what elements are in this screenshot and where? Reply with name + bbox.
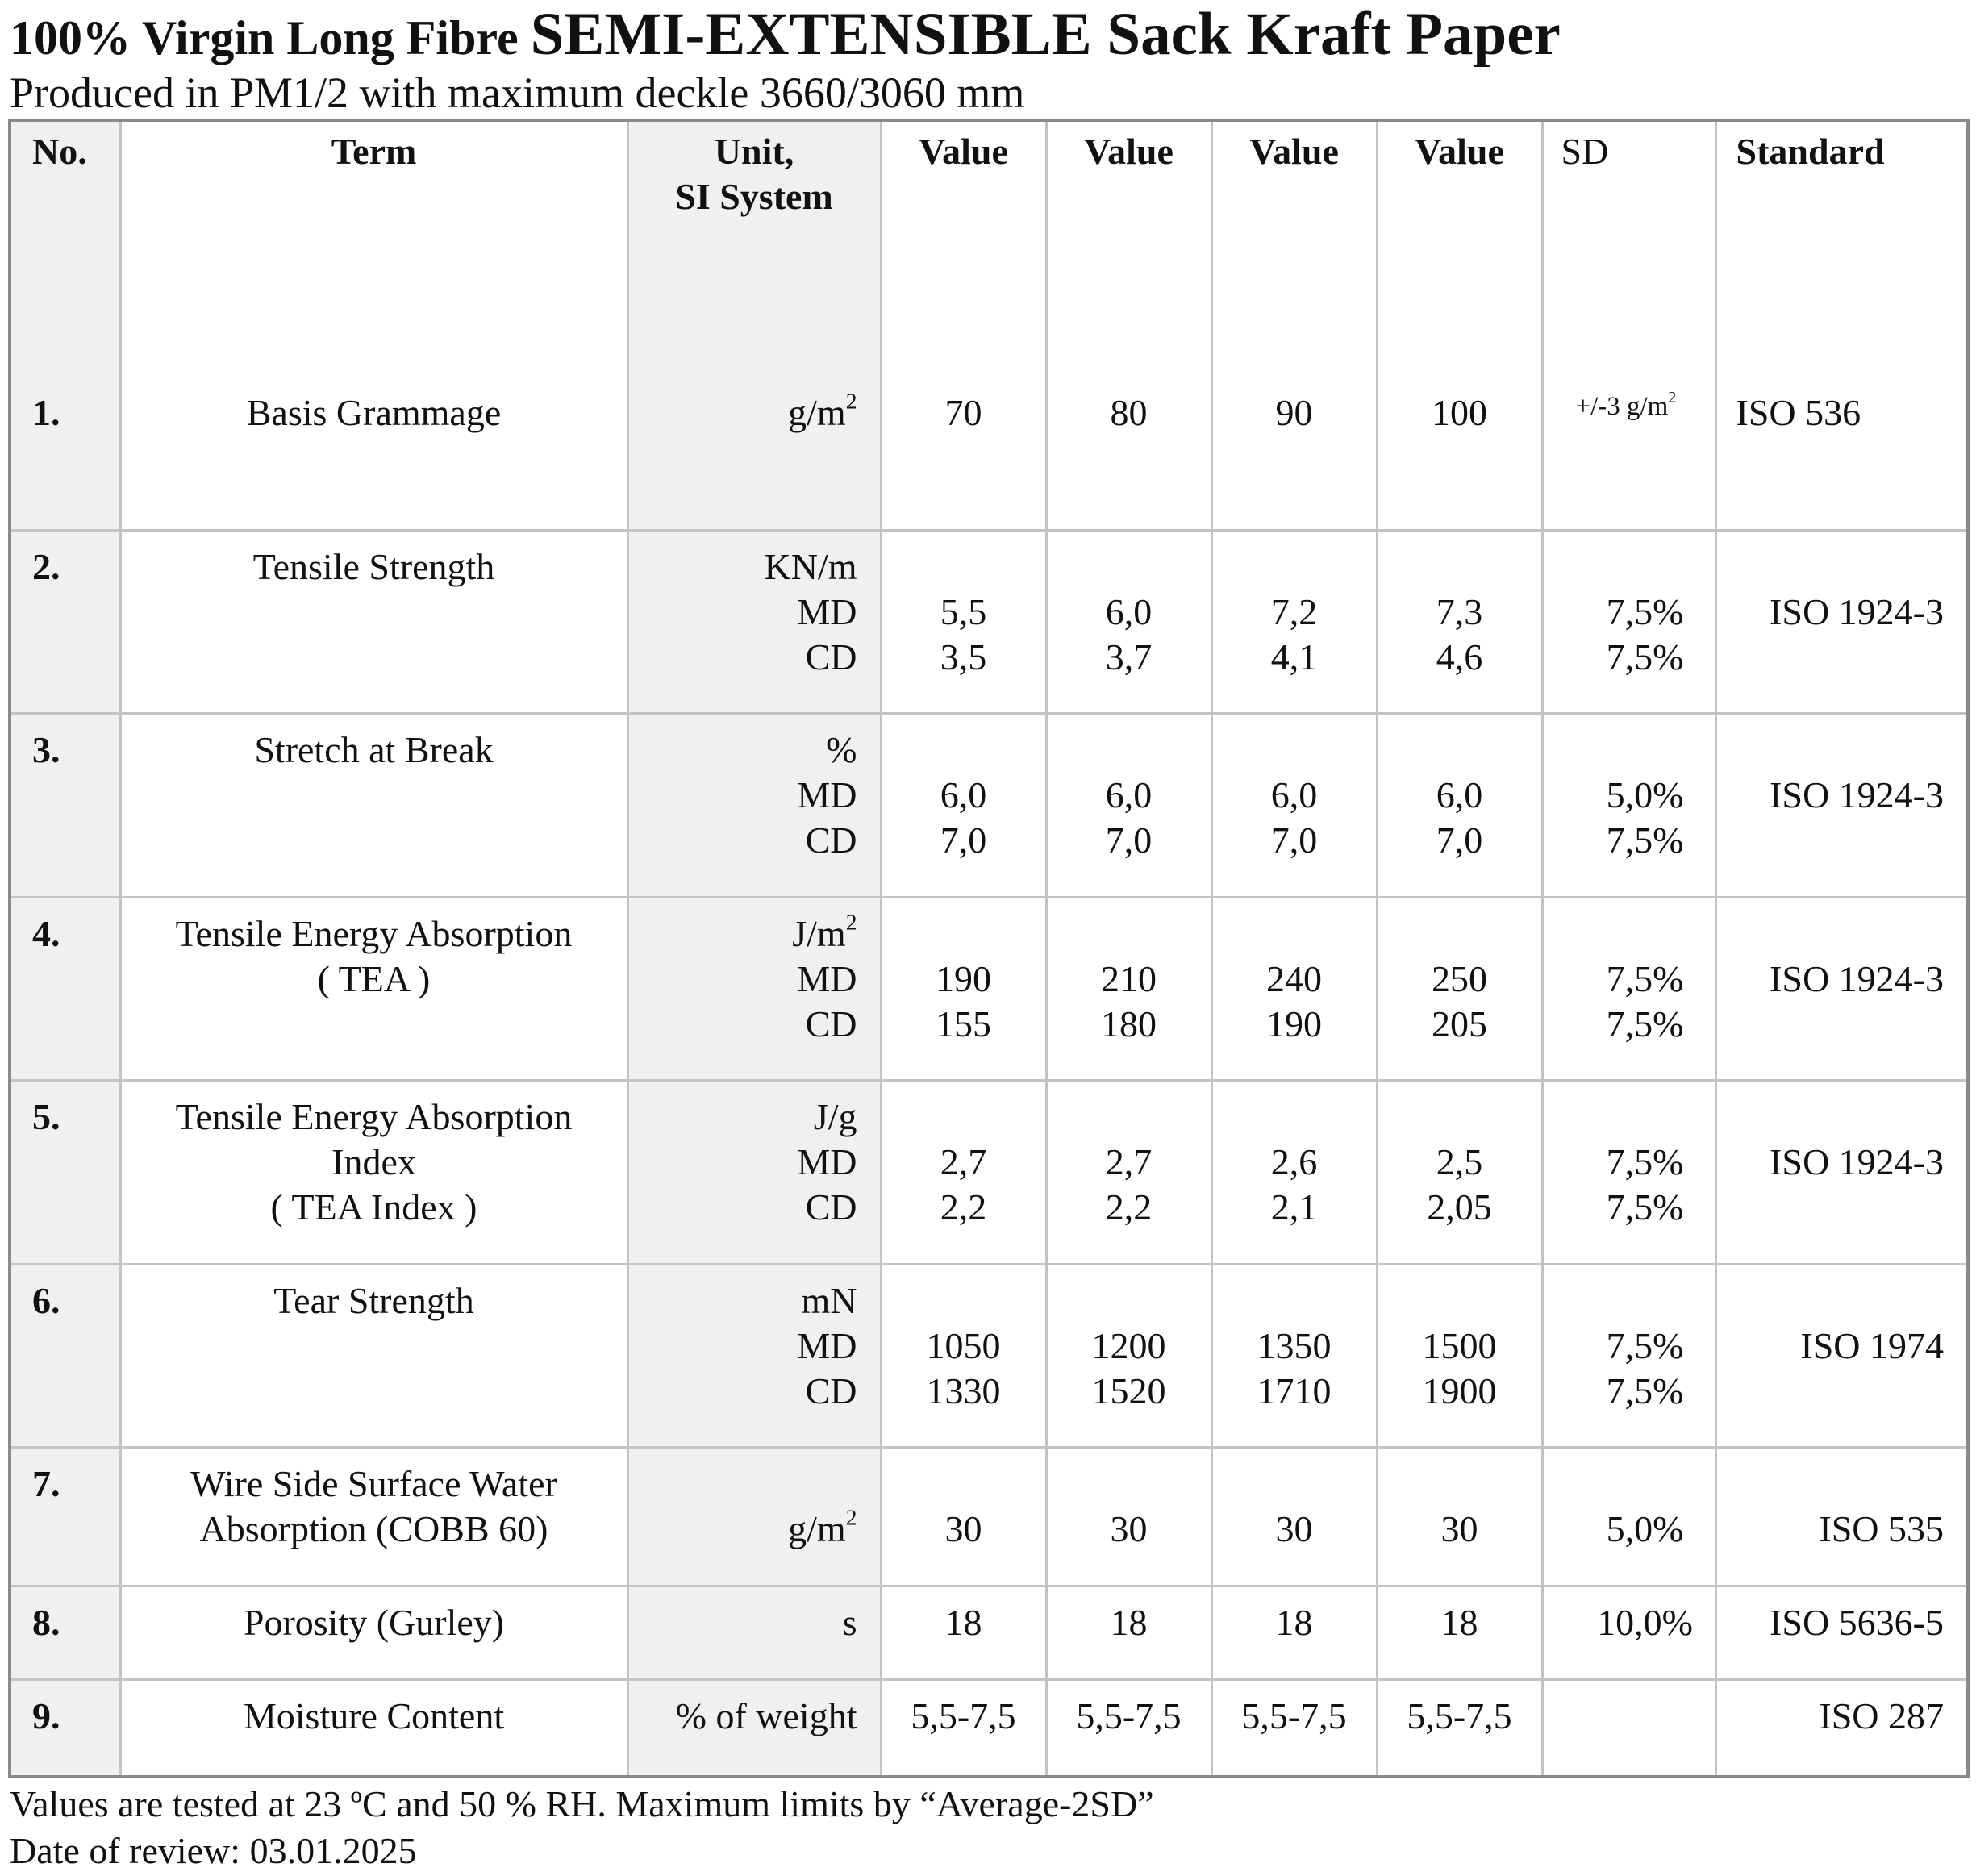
value-cell-1 — [881, 1586, 1046, 1679]
value: 18 — [1275, 1601, 1313, 1643]
term-cell — [120, 377, 627, 531]
standard-cell — [1715, 898, 1966, 1080]
value-cell-3 — [1211, 713, 1377, 897]
sd-cell — [1542, 531, 1715, 713]
blank-line — [882, 544, 1045, 590]
blank-line — [1378, 544, 1541, 590]
cd-value: 1710 — [1257, 1370, 1332, 1412]
value: 90 — [1275, 391, 1313, 433]
cd-value: 4,1 — [1270, 636, 1318, 678]
row-number-text: 3. — [32, 728, 60, 770]
standard-text: ISO 1924-3 — [1770, 773, 1944, 815]
row-number-text: 8. — [32, 1601, 60, 1643]
standard-text: ISO 536 — [1736, 391, 1861, 433]
md-value: 190 — [936, 958, 991, 1000]
blank-line — [1717, 911, 1945, 957]
document-title — [10, 0, 1561, 69]
row-number — [11, 377, 120, 531]
term-line: Porosity (Gurley) — [243, 1601, 505, 1643]
blank-line — [1213, 727, 1376, 773]
value-cell-3 — [1211, 1586, 1377, 1679]
table-row — [11, 713, 1966, 897]
direction-cd: CD — [805, 636, 857, 678]
value-cell-2 — [1046, 1586, 1211, 1679]
value-cell-3 — [1211, 898, 1377, 1080]
value: 30 — [1110, 1507, 1148, 1549]
direction-cd: CD — [805, 1003, 857, 1045]
unit-cell — [627, 1586, 881, 1679]
unit-text — [629, 911, 857, 957]
unit-superscript: 2 — [845, 387, 857, 413]
direction-md: MD — [797, 591, 857, 633]
unit-text — [629, 1694, 857, 1739]
standard-cell — [1715, 713, 1966, 897]
direction-cd: CD — [805, 1186, 857, 1228]
standard-text: ISO 1924-3 — [1770, 958, 1944, 1000]
blank-line — [882, 727, 1045, 773]
sd-cell — [1542, 1680, 1715, 1775]
unit-base: mN — [801, 1280, 857, 1322]
cd-value: 205 — [1432, 1003, 1487, 1045]
standard-text: ISO 287 — [1819, 1695, 1944, 1737]
table-row — [11, 1265, 1966, 1447]
standard-text: ISO 1924-3 — [1770, 1140, 1944, 1182]
value-cell-2 — [1046, 531, 1211, 713]
blank-line — [1717, 727, 1945, 773]
unit-cell — [627, 531, 881, 713]
term-cell — [120, 1680, 627, 1775]
blank-line — [1576, 727, 1715, 773]
unit-text — [629, 1600, 857, 1645]
cd-value: 2,2 — [1105, 1186, 1153, 1228]
cd-sd: 7,5% — [1606, 636, 1684, 678]
value: 100 — [1432, 391, 1487, 433]
title-main: SEMI-EXTENSIBLE Sack Kraft Paper — [530, 1, 1561, 68]
unit-superscript: 2 — [845, 1503, 857, 1529]
unit-superscript: 2 — [845, 909, 857, 935]
value-cell-4 — [1377, 1080, 1542, 1264]
value: 5,5-7,5 — [1241, 1695, 1347, 1737]
blank-line — [1378, 1461, 1541, 1507]
blank-line — [1378, 1278, 1541, 1324]
value-cell-2 — [1046, 1080, 1211, 1264]
header-value-1: Value — [881, 122, 1046, 377]
value-cell-2 — [1046, 1447, 1211, 1586]
cd-value: 3,7 — [1105, 636, 1153, 678]
sd-text: 10,0% — [1597, 1601, 1693, 1643]
blank-line — [1717, 1094, 1945, 1140]
cd-value: 180 — [1101, 1003, 1157, 1045]
unit-base: g/m — [788, 1507, 846, 1549]
value-cell-2 — [1046, 713, 1211, 897]
unit-text — [629, 1094, 857, 1140]
blank-line — [1576, 544, 1715, 590]
standard-text: ISO 535 — [1819, 1507, 1944, 1549]
sd-text — [1576, 1694, 1715, 1739]
header-term: Term — [120, 122, 627, 377]
md-value: 250 — [1432, 958, 1487, 1000]
term-cell — [120, 898, 627, 1080]
standard-cell — [1715, 377, 1966, 531]
blank-line — [1213, 911, 1376, 957]
row-number-text: 4. — [32, 913, 60, 955]
value-cell-2 — [1046, 1680, 1211, 1775]
value: 5,5-7,5 — [911, 1695, 1016, 1737]
footnote-conditions: Values are tested at 23 ºC and 50 % RH. Maximum limits by “Average-2SD” — [10, 1783, 1154, 1824]
md-sd: 7,5% — [1606, 1325, 1684, 1367]
md-value: 240 — [1266, 958, 1322, 1000]
row-number — [11, 531, 120, 713]
value-cell-4 — [1377, 898, 1542, 1080]
cd-value: 7,0 — [1436, 819, 1483, 861]
value-cell-3 — [1211, 377, 1377, 531]
blank-line — [1048, 544, 1211, 590]
value-cell-4 — [1377, 1447, 1542, 1586]
sd-cell — [1542, 1265, 1715, 1447]
standard-cell — [1715, 1586, 1966, 1679]
blank-line — [1213, 1461, 1376, 1507]
sd-cell — [1542, 713, 1715, 897]
value-cell-3 — [1211, 1447, 1377, 1586]
cd-sd: 7,5% — [1606, 819, 1684, 861]
md-value: 2,6 — [1270, 1140, 1318, 1182]
blank-line — [1048, 727, 1211, 773]
sd-base: +/-3 g/m — [1575, 391, 1669, 421]
blank-line — [1378, 911, 1541, 957]
row-number — [11, 1265, 120, 1447]
value-cell-1 — [881, 531, 1046, 713]
blank-line — [1048, 1278, 1211, 1324]
term-line: Tensile Energy Absorption — [175, 913, 573, 955]
header-sd: SD — [1542, 122, 1715, 377]
value: 30 — [944, 1507, 982, 1549]
header-standard: Standard — [1715, 122, 1966, 377]
row-number — [11, 1586, 120, 1679]
sd-cell — [1542, 1586, 1715, 1679]
row-number — [11, 898, 120, 1080]
value-cell-1 — [881, 377, 1046, 531]
term-cell — [120, 1265, 627, 1447]
row-number-text: 5. — [32, 1095, 60, 1137]
value-cell-1 — [881, 898, 1046, 1080]
table-row — [11, 1080, 1966, 1264]
value: 18 — [1110, 1601, 1148, 1643]
term-cell — [120, 531, 627, 713]
unit-cell — [627, 713, 881, 897]
value-cell-3 — [1211, 1080, 1377, 1264]
direction-cd: CD — [805, 819, 857, 861]
unit-base: KN/m — [764, 546, 857, 588]
table-row — [11, 1680, 1966, 1775]
term-line: Moisture Content — [243, 1695, 505, 1737]
table-row — [11, 377, 1966, 531]
header-no: No. — [11, 122, 120, 377]
sd-cell — [1542, 1080, 1715, 1264]
table-row — [11, 1447, 1966, 1586]
md-value: 6,0 — [1105, 591, 1153, 633]
unit-text — [629, 1503, 857, 1552]
md-value: 2,5 — [1436, 1140, 1483, 1182]
sd-superscript: 2 — [1668, 388, 1677, 406]
header-unit-line1: Unit, — [714, 131, 794, 172]
term-line: ( TEA ) — [317, 958, 431, 1000]
term-cell — [120, 1586, 627, 1679]
blank-line — [1213, 544, 1376, 590]
blank-line — [882, 1094, 1045, 1140]
sd-text — [1576, 390, 1715, 436]
unit-cell — [627, 1680, 881, 1775]
table-row — [11, 1586, 1966, 1679]
value-cell-1 — [881, 1447, 1046, 1586]
standard-cell — [1715, 1265, 1966, 1447]
md-value: 1500 — [1422, 1325, 1497, 1367]
term-line: Wire Side Surface Water — [190, 1462, 557, 1504]
standard-cell — [1715, 1447, 1966, 1586]
row-number-text: 9. — [32, 1695, 60, 1737]
standard-cell — [1715, 1080, 1966, 1264]
term-cell — [120, 713, 627, 897]
table-row — [11, 898, 1966, 1080]
value-cell-2 — [1046, 898, 1211, 1080]
md-sd: 5,0% — [1606, 773, 1684, 815]
md-value: 210 — [1101, 958, 1157, 1000]
md-value: 7,2 — [1270, 591, 1318, 633]
cd-sd: 7,5% — [1606, 1186, 1684, 1228]
md-sd: 7,5% — [1606, 958, 1684, 1000]
value-cell-1 — [881, 1080, 1046, 1264]
blank-line — [1378, 1094, 1541, 1140]
unit-cell — [627, 1265, 881, 1447]
value: 18 — [944, 1601, 982, 1643]
blank-line — [1213, 1094, 1376, 1140]
term-line: ( TEA Index ) — [270, 1186, 477, 1228]
value: 18 — [1440, 1601, 1478, 1643]
footnote-review-date: Date of review: 03.01.2025 — [10, 1830, 417, 1871]
value: 30 — [1440, 1507, 1478, 1549]
blank-line — [882, 1278, 1045, 1324]
cd-value: 4,6 — [1436, 636, 1483, 678]
unit-text — [629, 544, 857, 590]
standard-text: ISO 5636-5 — [1770, 1601, 1944, 1643]
header-value-2: Value — [1046, 122, 1211, 377]
blank-line — [1576, 911, 1715, 957]
value-cell-1 — [881, 713, 1046, 897]
unit-base: J/g — [813, 1095, 857, 1137]
row-number-text: 2. — [32, 546, 60, 588]
md-value: 7,3 — [1436, 591, 1483, 633]
md-value: 1350 — [1257, 1325, 1332, 1367]
title-prefix: 100% Virgin Long Fibre — [10, 11, 531, 65]
value: 5,5-7,5 — [1407, 1695, 1512, 1737]
row-number-text: 7. — [32, 1462, 60, 1504]
md-sd: 7,5% — [1606, 591, 1684, 633]
blank-line — [1576, 1461, 1715, 1507]
term-line: Tear Strength — [273, 1280, 474, 1322]
direction-md: MD — [797, 1140, 857, 1182]
row-number — [11, 1447, 120, 1586]
cd-value: 2,2 — [940, 1186, 987, 1228]
cd-value: 3,5 — [940, 636, 987, 678]
value-cell-4 — [1377, 1680, 1542, 1775]
md-value: 6,0 — [1270, 773, 1318, 815]
value-cell-4 — [1377, 713, 1542, 897]
term-cell — [120, 1080, 627, 1264]
header-unit — [627, 122, 881, 377]
term-line: Tensile Strength — [252, 546, 495, 588]
md-value: 2,7 — [1105, 1140, 1153, 1182]
cd-sd: 7,5% — [1606, 1003, 1684, 1045]
row-number — [11, 1080, 120, 1264]
document-subtitle: Produced in PM1/2 with maximum deckle 3660/3060 mm — [10, 69, 1025, 117]
sd-text: 5,0% — [1606, 1507, 1684, 1549]
md-value: 1200 — [1091, 1325, 1166, 1367]
md-value: 6,0 — [1105, 773, 1153, 815]
standard-text: ISO 1974 — [1800, 1325, 1944, 1367]
value-cell-3 — [1211, 1265, 1377, 1447]
unit-base: g/m — [788, 391, 846, 433]
cd-value: 155 — [936, 1003, 991, 1045]
term-line: Basis Grammage — [246, 391, 502, 433]
value-cell-2 — [1046, 377, 1211, 531]
table-row — [11, 531, 1966, 713]
value-cell-4 — [1377, 1265, 1542, 1447]
md-sd: 7,5% — [1606, 1140, 1684, 1182]
term-line: Tensile Energy Absorption — [175, 1095, 573, 1137]
cd-value: 7,0 — [1270, 819, 1318, 861]
value-cell-2 — [1046, 1265, 1211, 1447]
blank-line — [882, 1461, 1045, 1507]
standard-cell — [1715, 1680, 1966, 1775]
unit-text — [629, 387, 857, 436]
standard-cell — [1715, 531, 1966, 713]
value-cell-1 — [881, 1680, 1046, 1775]
unit-cell — [627, 1080, 881, 1264]
direction-md: MD — [797, 958, 857, 1000]
value-cell-4 — [1377, 377, 1542, 531]
blank-line — [1048, 911, 1211, 957]
value-cell-3 — [1211, 1680, 1377, 1775]
value: 70 — [944, 391, 982, 433]
cd-value: 7,0 — [940, 819, 987, 861]
term-line: Stretch at Break — [254, 728, 494, 770]
spec-table-frame — [8, 119, 1970, 1778]
md-value: 1050 — [926, 1325, 1001, 1367]
header-unit-line2: SI System — [675, 176, 833, 217]
cd-value: 7,0 — [1105, 819, 1153, 861]
value-cell-4 — [1377, 531, 1542, 713]
spec-table — [11, 122, 1966, 1775]
standard-text: ISO 1924-3 — [1770, 591, 1944, 633]
unit-base: % of weight — [675, 1695, 857, 1737]
unit-base: % — [826, 728, 857, 770]
blank-line — [629, 1461, 857, 1507]
unit-base: J/m — [792, 913, 846, 955]
cd-value: 1900 — [1422, 1370, 1497, 1412]
header-value-3: Value — [1211, 122, 1377, 377]
row-number-text: 6. — [32, 1280, 60, 1322]
row-number — [11, 713, 120, 897]
value-cell-1 — [881, 1265, 1046, 1447]
value-cell-3 — [1211, 531, 1377, 713]
unit-base: s — [842, 1601, 857, 1643]
value: 30 — [1275, 1507, 1313, 1549]
direction-md: MD — [797, 773, 857, 815]
blank-line — [1048, 1094, 1211, 1140]
header-value-4: Value — [1377, 122, 1542, 377]
unit-text — [629, 727, 857, 773]
row-number — [11, 1680, 120, 1775]
cd-value: 1330 — [926, 1370, 1001, 1412]
direction-cd: CD — [805, 1370, 857, 1412]
row-number-text: 1. — [32, 391, 60, 433]
unit-text — [629, 1278, 857, 1324]
value: 5,5-7,5 — [1076, 1695, 1182, 1737]
header-row — [11, 122, 1966, 377]
cd-sd: 7,5% — [1606, 1370, 1684, 1412]
blank-line — [1048, 1461, 1211, 1507]
cd-value: 190 — [1266, 1003, 1322, 1045]
sd-cell — [1542, 1447, 1715, 1586]
blank-line — [1213, 1278, 1376, 1324]
term-line: Absorption (COBB 60) — [199, 1507, 548, 1549]
blank-line — [1717, 544, 1945, 590]
cd-value: 2,1 — [1270, 1186, 1318, 1228]
cd-value: 1520 — [1091, 1370, 1166, 1412]
cd-value: 2,05 — [1427, 1186, 1492, 1228]
term-cell — [120, 1447, 627, 1586]
blank-line — [1576, 1278, 1715, 1324]
unit-cell — [627, 377, 881, 531]
md-value: 6,0 — [1436, 773, 1483, 815]
blank-line — [1717, 1278, 1945, 1324]
blank-line — [1378, 727, 1541, 773]
value-cell-4 — [1377, 1586, 1542, 1679]
md-value: 5,5 — [940, 591, 987, 633]
md-value: 2,7 — [940, 1140, 987, 1182]
blank-line — [882, 911, 1045, 957]
unit-cell — [627, 898, 881, 1080]
sd-cell — [1542, 898, 1715, 1080]
md-value: 6,0 — [940, 773, 987, 815]
blank-line — [1576, 1094, 1715, 1140]
unit-cell — [627, 1447, 881, 1586]
sd-cell — [1542, 377, 1715, 531]
direction-md: MD — [797, 1325, 857, 1367]
blank-line — [1717, 1461, 1945, 1507]
value: 80 — [1110, 391, 1148, 433]
term-line: Index — [331, 1140, 416, 1182]
